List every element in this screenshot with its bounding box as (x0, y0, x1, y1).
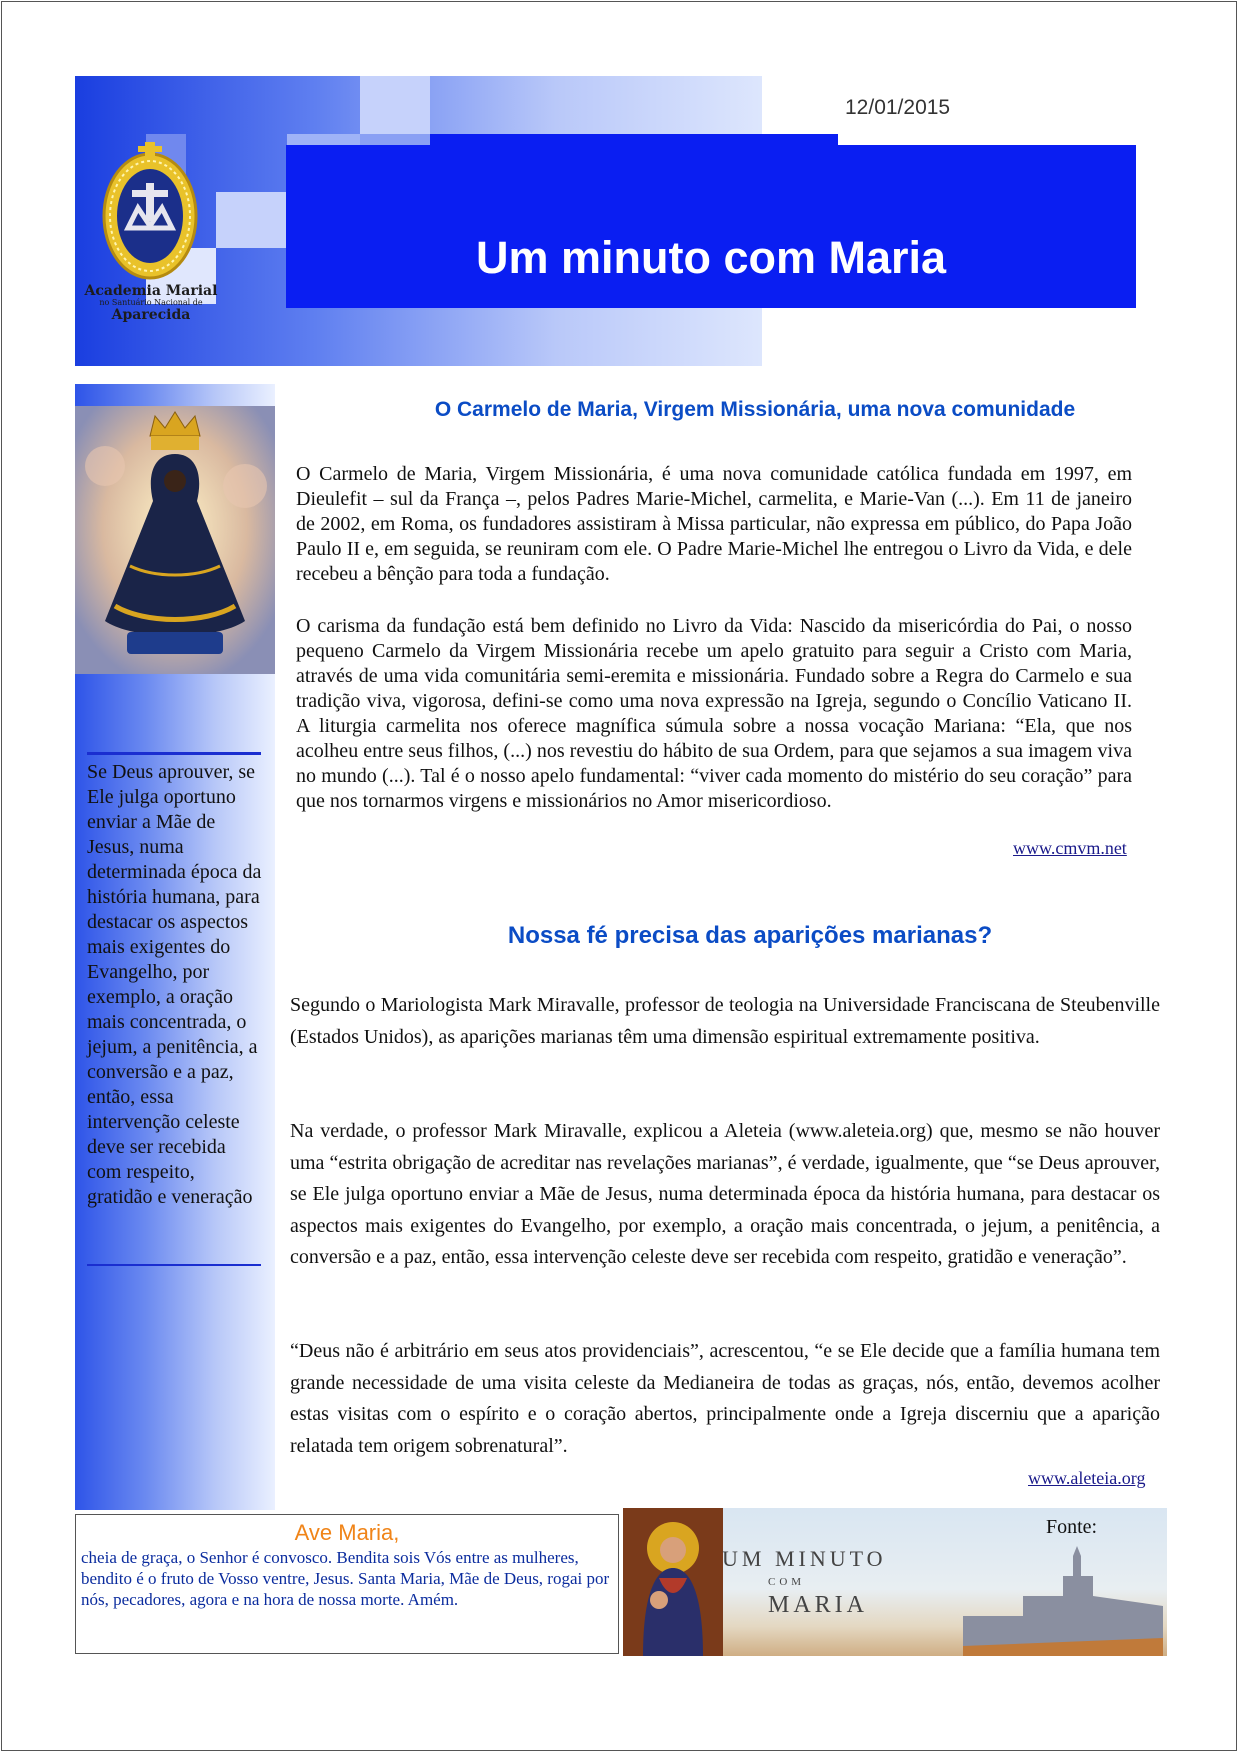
newsletter-title: Um minuto com Maria (475, 232, 947, 283)
article1-paragraph-1: O Carmelo de Maria, Virgem Missionária, é uma nova comunidade católica fundada em 1997, em Dieulefit – sul da França –, pelos Padres Marie-Michel, carmelita, e Marie-Van (...). Em 11 de janeiro de 2002, em Roma, os fundadores assistiram à Missa particular, não expressa em público, do Papa João Paulo II e, em seguida, se reuniram com ele. O Padre Marie-Michel lhe entregou o Livro da Vida, e dele recebeu a bênção para toda a fundação. (296, 463, 1132, 585)
decor-square (360, 76, 430, 134)
nossa-senhora-aparecida-image (75, 406, 275, 674)
issue-date: 12/01/2015 (845, 96, 951, 119)
article2-paragraph-2: Na verdade, o professor Mark Miravalle, explicou a Aleteia (www.aleteia.org) que, mesmo se não houver uma “estrita obrigação de acreditar nas revelações marianas”, é verdade, igualmente, que “se Deus aprouver, se Ele julga oportuno enviar a Mãe de Jesus, numa determinada época da história humana, para destacar os aspectos mais exigentes do Evangelho, por exemplo, a oração mais concentrada, o jejum, a penitência, a conversão e a paz, então, essa intervenção celeste deve ser recebida com respeito, gratidão e veneração”. (290, 1120, 1160, 1268)
academia-logo-text (82, 284, 220, 324)
fonte-label: Fonte: (1046, 1516, 1098, 1538)
madonna-icon (623, 1508, 723, 1656)
article2-heading: Nossa fé precisa das aparições marianas? (507, 922, 993, 949)
prayer-title: Ave Maria, (294, 1520, 400, 1545)
logo-line-3: Aparecida (111, 307, 191, 324)
article2-source-link[interactable]: www.aleteia.org (1028, 1468, 1146, 1488)
logo-line-1: Academia Marial (84, 283, 218, 299)
article2-paragraph-1: Segundo o Mariologista Mark Miravalle, professor de teologia na Universidade Franciscana de Steubenville (Estados Unidos), as aparições marianas têm uma dimensão espiritual extremamente positiva. (290, 994, 1160, 1048)
article1-source-link[interactable]: www.cmvm.net (1013, 838, 1127, 858)
banner-line-3: MARIA (768, 1592, 869, 1618)
article1-paragraph-2: O carisma da fundação está bem definido no Livro da Vida: Nascido da misericórdia do Pai, o nosso pequeno Carmelo da Virgem Missionária recebe um apelo gratuito para seguir a Cristo com Maria, através de uma vida comunitária semi-eremita e missionária. Fundado sobre a Regra do Carmelo e sua tradição viva, vigorosa, defini-se como uma nova expressão na Igreja, segundo o Concílio Vaticano II. A liturgia carmelita nos oferece magnífica súmula sobre a nossa vocação Mariana: “Ela, que nos acolheu entre seus filhos, (...) nos revestiu do hábito de sua Ordem, para que sejamos a sua imagem viva no mundo (...). Tal é o nosso apelo fundamental: “viver cada momento do mistério do seu coração” para que nos tornarmos virgens e missionários no Amor misericordioso. (296, 615, 1132, 812)
logo-line-2: no Santuário Nacional de (99, 298, 203, 308)
quote-bottom-rule (87, 1264, 261, 1266)
banner-line-1: UM MINUTO (722, 1546, 887, 1571)
sidebar-quote: Se Deus aprouver, se Ele julga oportuno enviar a Mãe de Jesus, numa determinada época da história humana, para destacar os aspectos mais exigentes do Evangelho, por exemplo, a oração mais concentrada, o jejum, a penitência, a conversão e a paz, então, essa intervenção celeste deve ser recebida com respeito, gratidão e veneração (87, 761, 262, 1208)
banner-line-2: COM (768, 1576, 806, 1588)
prayer-text: cheia de graça, o Senhor é convosco. Bendita sois Vós entre as mulheres, bendito é o fruto de Vosso ventre, Jesus. Santa Maria, Mãe de Deus, rogai por nós, pecadores, agora e na hora de nossa morte. Amém. (81, 1548, 610, 1609)
quote-top-rule (87, 752, 261, 755)
academia-emblem-icon (98, 138, 202, 288)
basilica-icon (963, 1546, 1163, 1656)
article2-paragraph-3: “Deus não é arbitrário em seus atos providenciais”, acrescentou, “e se Ele decide que a família humana tem grande necessidade de uma visita celeste da Medianeira de todas as graças, nós, então, devemos acolher estas visitas com o espírito e o coração abertos, principalmente onde a Igreja discerniu que a aparição relatada tem origem sobrenatural”. (290, 1340, 1160, 1457)
decor-square (216, 192, 286, 248)
article1-heading: O Carmelo de Maria, Virgem Missionária, uma nova comunidade (434, 398, 1076, 421)
